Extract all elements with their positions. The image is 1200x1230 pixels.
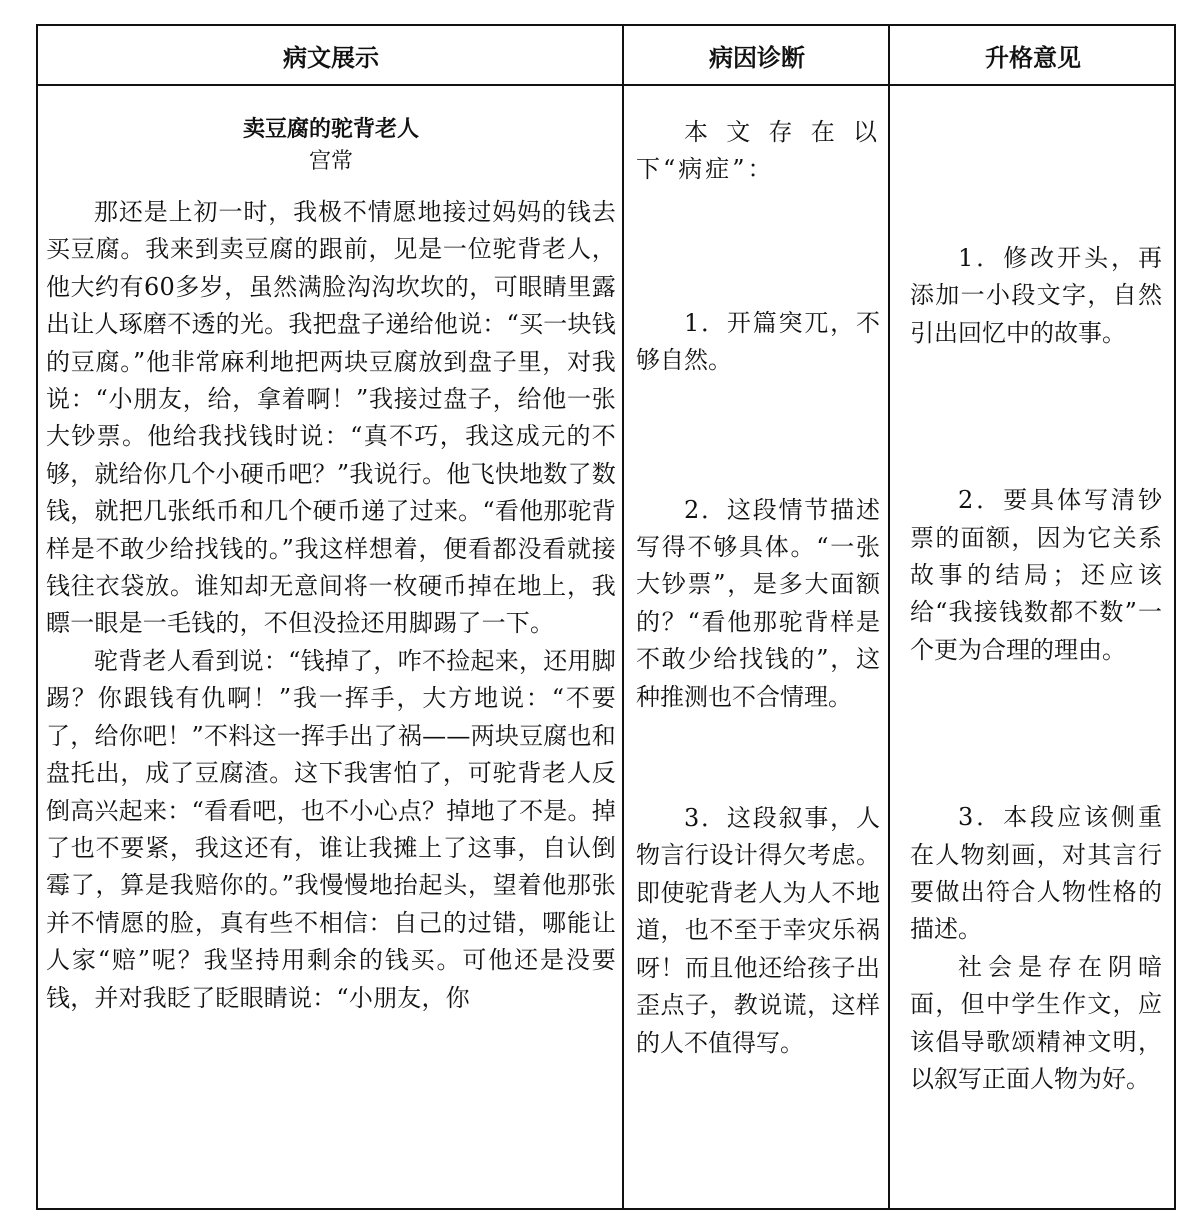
essay-paragraph: 驼背老人看到说：“钱掉了，咋不捡起来，还用脚踢？你跟钱有仇啊！”我一挥手，大方地说：“不要了，给你吧！”不料这一挥手出了祸——两块豆腐也和盘托出，成了豆腐渣。这下我害怕了，可驼背老人反倒高兴起来：“看看吧，也不小心点？掉地了不是。掉了也不要紧，我这还有，谁让我摊上了这事，自认倒霉了，算是我赔你的。”我慢慢地抬起头，望着他那张并不情愿的脸，真有些不相信：自己的过错，哪能让人家“赔”呢？我坚持用剩余的钱买。可他还是没要钱，并对我眨了眨眼睛说：“小朋友，你 <box>46 646 616 1012</box>
diagnosis-item: 3．这段叙事，人物言行设计得欠考虑。即使驼背老人为人不地道，也不至于幸灾乐祸呀！而且他还给孩子出歪点子，教说谎，这样的人不值得写。 <box>636 804 880 1057</box>
diagnosis-item: 1．开篇突兀，不够自然。 <box>636 308 880 375</box>
diagnosis-item: 2．这段情节描述写得不够具体。“一张大钞票”，是多大面额的？“看他那驼背样是不敢少给找钱的”，这种推测也不合情理。 <box>636 495 880 711</box>
essay-title: 卖豆腐的驼背老人 <box>242 117 419 142</box>
revision-table <box>36 24 1176 1210</box>
essay-paragraph: 那还是上初一时，我极不情愿地接过妈妈的钱去买豆腐。我来到卖豆腐的跟前，见是一位驼背老人，他大约有60多岁，虽然满脸沟沟坎坎的，可眼睛里露出让人琢磨不透的光。我把盘子递给他说：“买一块钱的豆腐。”他非常麻利地把两块豆腐放到盘子里，对我说：“小朋友，给，拿着啊！”我接过盘子，给他一张大钞票。他给我找钱时说：“真不巧，我这成元的不够，就给你几个小硬币吧？”我说行。他飞快地数了数钱，就把几张纸币和几个硬币递了过来。“看他那驼背样是不敢少给找钱的。”我这样想着，便看都没看就接钱往衣袋放。谁知却无意间将一枚硬币掉在地上，我瞟一眼是一毛钱的，不但没捡还用脚踢了一下。 <box>46 198 616 638</box>
diagnosis-column <box>624 86 890 1208</box>
header-suggestion: 升格意见 <box>985 43 1081 72</box>
table-header-row <box>38 26 1174 86</box>
suggestion-item: 2．要具体写清钞票的面额，因为它关系故事的结局；还应该给“我接钱数都不数”一个更为合理的理由。 <box>910 486 1162 664</box>
diagnosis-intro: 本文存在以下“病症”： <box>636 118 880 184</box>
suggestion-item: 1．修改开头，再添加一小段文字，自然引出回忆中的故事。 <box>910 244 1162 347</box>
essay-column <box>38 86 624 1208</box>
suggestion-item: 3．本段应该侧重在人物刻画，对其言行要做出符合人物性格的描述。 <box>910 803 1162 944</box>
essay-author: 宫常 <box>308 149 353 174</box>
suggestion-item: 社会是存在阴暗面，但中学生作文，应该倡导歌颂精神文明，以叙写正面人物为好。 <box>910 952 1162 1094</box>
header-essay: 病文展示 <box>283 43 379 72</box>
suggestion-column <box>890 86 1176 1208</box>
header-diagnosis: 病因诊断 <box>709 43 805 72</box>
